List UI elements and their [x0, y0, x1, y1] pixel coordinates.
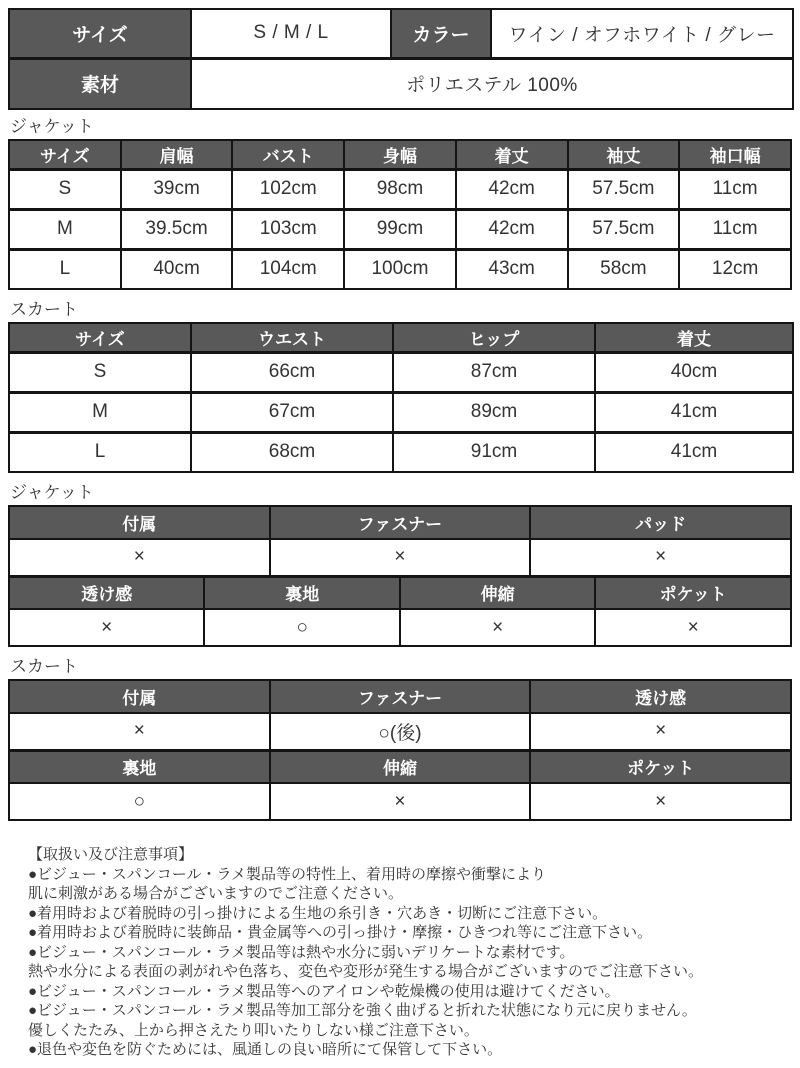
column-header: 裏地 — [204, 576, 399, 609]
column-header: 透け感 — [9, 576, 204, 609]
table-row — [9, 783, 791, 820]
table-row — [9, 609, 791, 646]
feature-value-cell: ○ — [9, 783, 270, 820]
table-header-row — [9, 750, 791, 783]
measurement-cell: 57.5cm — [568, 169, 680, 209]
measurement-cell: 68cm — [191, 432, 393, 472]
care-note-line: 熱や水分による表面の剥がれや色落ち、変色や変形が発生する場合がございますのでご注意下さい。 — [28, 963, 704, 980]
care-note-line: ●ビジュー・スパンコール・ラメ製品等は熱や水分に弱いデリケートな素材です。 — [28, 943, 575, 961]
feature-value-cell: ○(後) — [270, 713, 531, 750]
size-cell: M — [9, 392, 191, 432]
care-note-line: ●着用時および着脱時の引っ掛けによる生地の糸引き・穴あき・切断にご注意下さい。 — [28, 904, 608, 922]
column-header: 伸縮 — [400, 576, 595, 609]
measurement-cell: 41cm — [595, 392, 793, 432]
feature-value-cell: × — [9, 539, 270, 576]
care-note-line: ●着用時および着脱時に装飾品・貴金属等への引っ掛け・摩擦・ひきつれ等にご注意下さい。 — [28, 924, 653, 941]
care-notes-title: 【取扱い及び注意事項】 — [28, 846, 194, 863]
measurement-cell: 67cm — [191, 392, 393, 432]
skirt-features-table — [8, 679, 792, 821]
table-row — [9, 432, 793, 472]
column-header: 付属 — [9, 506, 270, 539]
measurement-cell: 100cm — [344, 249, 456, 289]
table-row — [9, 539, 791, 576]
measurement-cell: 12cm — [679, 249, 791, 289]
care-notes — [8, 845, 792, 1060]
table-row — [9, 352, 793, 392]
jacket-size-table — [8, 139, 792, 290]
measurement-cell: 89cm — [393, 392, 595, 432]
column-header: ヒップ — [393, 323, 595, 352]
column-header: 肩幅 — [121, 140, 233, 169]
measurement-cell: 98cm — [344, 169, 456, 209]
skirt-size-table — [8, 322, 794, 473]
jacket-size-section-label: ジャケット — [10, 117, 94, 136]
size-label-cell: サイズ — [9, 9, 191, 58]
measurement-cell: 42cm — [456, 209, 568, 249]
table-header-row — [9, 506, 791, 539]
product-info-table — [8, 8, 794, 110]
color-value-cell: ワイン / オフホワイト / グレー — [491, 9, 793, 58]
size-cell: L — [9, 249, 121, 289]
table-header-row — [9, 680, 791, 713]
column-header: ファスナー — [270, 506, 531, 539]
column-header: ウエスト — [191, 323, 393, 352]
jacket-features-table — [8, 505, 792, 647]
feature-value-cell: × — [9, 713, 270, 750]
care-note-line: ●ビジュー・スパンコール・ラメ製品等加工部分を強く曲げると折れた状態になり元に戻りません。 — [28, 1002, 697, 1019]
table-row — [9, 249, 791, 289]
care-note-line: ●ビジュー・スパンコール・ラメ製品等の特性上、着用時の摩擦や衝撃により — [28, 865, 547, 883]
care-note-line: ●退色や変色を防ぐためには、風通しの良い暗所にて保管して下さい。 — [28, 1041, 503, 1058]
measurement-cell: 102cm — [232, 169, 344, 209]
measurement-cell: 103cm — [232, 209, 344, 249]
size-cell: S — [9, 352, 191, 392]
table-header-row — [9, 576, 791, 609]
feature-value-cell: × — [270, 539, 531, 576]
measurement-cell: 66cm — [191, 352, 393, 392]
jacket-features-section-label: ジャケット — [10, 483, 94, 502]
feature-value-cell: × — [270, 783, 531, 820]
measurement-cell: 11cm — [679, 209, 791, 249]
column-header: ポケット — [530, 750, 791, 783]
measurement-cell: 40cm — [121, 249, 233, 289]
measurement-cell: 39.5cm — [121, 209, 233, 249]
column-header: 袖口幅 — [679, 140, 791, 169]
measurement-cell: 41cm — [595, 432, 793, 472]
care-note-line: 肌に刺激がある場合がございますのでご注意ください。 — [28, 885, 404, 902]
size-cell: M — [9, 209, 121, 249]
feature-value-cell: × — [595, 609, 791, 646]
size-value-cell: S / M / L — [191, 9, 391, 58]
measurement-cell: 40cm — [595, 352, 793, 392]
measurement-cell: 104cm — [232, 249, 344, 289]
column-header: 伸縮 — [270, 750, 531, 783]
measurement-cell: 57.5cm — [568, 209, 680, 249]
color-label-cell: カラー — [391, 9, 491, 58]
measurement-cell: 42cm — [456, 169, 568, 209]
column-header: サイズ — [9, 323, 191, 352]
feature-value-cell: × — [530, 713, 791, 750]
column-header: 透け感 — [530, 680, 791, 713]
measurement-cell: 11cm — [679, 169, 791, 209]
skirt-features-section-label: スカート — [10, 657, 78, 676]
measurement-cell: 91cm — [393, 432, 595, 472]
table-row — [9, 169, 791, 209]
feature-value-cell: × — [9, 609, 204, 646]
material-value-cell: ポリエステル 100% — [191, 58, 793, 109]
table-header-row — [9, 323, 793, 352]
table-row — [9, 209, 791, 249]
column-header: 着丈 — [595, 323, 793, 352]
measurement-cell: 43cm — [456, 249, 568, 289]
column-header: 裏地 — [9, 750, 270, 783]
table-row — [9, 713, 791, 750]
feature-value-cell: × — [400, 609, 595, 646]
column-header: 袖丈 — [568, 140, 680, 169]
column-header: バスト — [232, 140, 344, 169]
measurement-cell: 99cm — [344, 209, 456, 249]
column-header: 着丈 — [456, 140, 568, 169]
column-header: ファスナー — [270, 680, 531, 713]
measurement-cell: 87cm — [393, 352, 595, 392]
size-cell: L — [9, 432, 191, 472]
care-note-line: 優しくたたみ、上から押さえたり叩いたりしない様ご注意下さい。 — [28, 1021, 479, 1039]
material-label-cell: 素材 — [9, 58, 191, 109]
table-header-row — [9, 140, 791, 169]
feature-value-cell: × — [530, 783, 791, 820]
measurement-cell: 58cm — [568, 249, 680, 289]
measurement-cell: 39cm — [121, 169, 233, 209]
table-row — [9, 392, 793, 432]
column-header: ポケット — [595, 576, 791, 609]
column-header: サイズ — [9, 140, 121, 169]
size-cell: S — [9, 169, 121, 209]
column-header: 付属 — [9, 680, 270, 713]
feature-value-cell: ○ — [204, 609, 399, 646]
column-header: パッド — [530, 506, 791, 539]
care-note-line: ●ビジュー・スパンコール・ラメ製品等へのアイロンや乾燥機の使用は避けてください。 — [28, 982, 620, 1000]
skirt-size-section-label: スカート — [10, 300, 78, 319]
feature-value-cell: × — [530, 539, 791, 576]
column-header: 身幅 — [344, 140, 456, 169]
